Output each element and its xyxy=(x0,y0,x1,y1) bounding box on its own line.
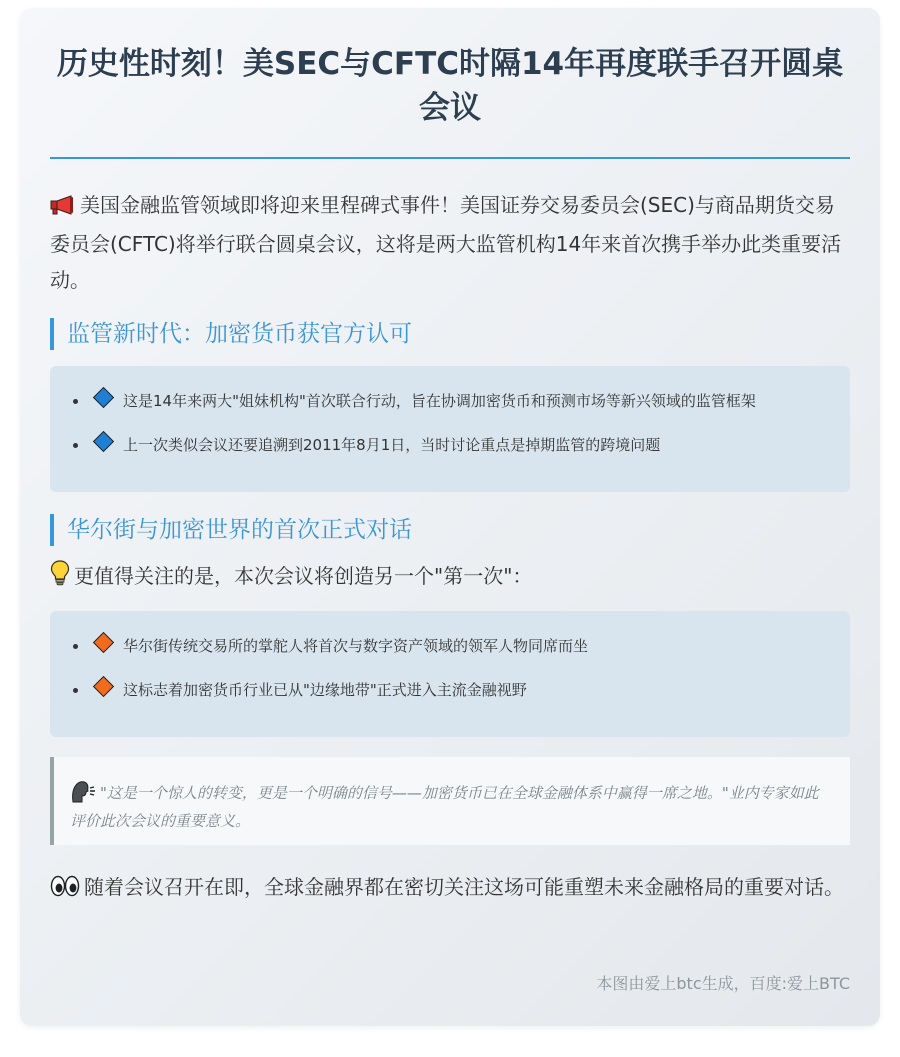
article-content xyxy=(50,8,850,908)
expert-quote xyxy=(50,757,850,845)
megaphone-icon xyxy=(50,190,76,226)
article-title: 历史性时刻！美SEC与CFTC时隔14年再度联手召开圆桌会议 xyxy=(56,46,844,126)
regulation-points-box xyxy=(50,366,850,492)
wallstreet-points-box xyxy=(50,611,850,737)
intro-text: 美国金融监管领域即将迎来里程碑式事件！美国证券交易委员会(SEC)与商品期货交易委员会(CFTC)将举行联合圆桌会议，这将是两大监管机构14年来首次携手举办此类重要活动。 xyxy=(50,193,842,292)
intro-paragraph xyxy=(50,187,850,298)
list-item xyxy=(90,390,850,412)
section-heading-wallstreet: 华尔街与加密世界的首次正式对话 xyxy=(50,514,850,546)
orange-diamond-icon xyxy=(93,676,114,697)
list-item xyxy=(90,434,850,456)
list-item-text: 上一次类似会议还要追溯到2011年8月1日，当时讨论重点是掉期监管的跨境问题 xyxy=(123,436,661,454)
speaking-head-icon xyxy=(70,779,96,810)
section-lead-text: 更值得关注的是，本次会议将创造另一个"第一次"： xyxy=(74,564,533,588)
list-item-text: 这标志着加密货币行业已从"边缘地带"正式进入主流金融视野 xyxy=(123,681,527,699)
list-item-text: 华尔街传统交易所的掌舵人将首次与数字资产领域的领军人物同席而坐 xyxy=(123,637,589,655)
list-item-text: 这是14年来两大"姐妹机构"首次联合行动，旨在协调加密货币和预测市场等新兴领域的监管框架 xyxy=(123,392,756,410)
light-bulb-icon xyxy=(50,560,70,595)
section-heading-regulation: 监管新时代：加密货币获官方认可 xyxy=(50,318,850,350)
quote-text: "这是一个惊人的转变，更是一个明确的信号——加密货币已在全球金融体系中赢得一席之地。"业内专家如此评价此次会议的重要意义。 xyxy=(70,784,819,830)
footer-credit: 本图由爱上btc生成，百度:爱上BTC xyxy=(596,974,850,993)
closing-paragraph xyxy=(50,869,850,908)
list-item xyxy=(90,635,850,657)
blue-diamond-icon xyxy=(93,387,114,408)
section-lead xyxy=(50,560,850,595)
regulation-points-list xyxy=(50,390,850,456)
list-item xyxy=(90,679,850,701)
blue-diamond-icon xyxy=(93,431,114,452)
wallstreet-points-list xyxy=(50,635,850,701)
closing-text: 随着会议召开在即，全球金融界都在密切关注这场可能重塑未来金融格局的重要对话。 xyxy=(84,875,844,899)
article-card xyxy=(20,8,880,1026)
title-divider xyxy=(50,157,850,159)
eyes-icon xyxy=(50,872,80,908)
orange-diamond-icon xyxy=(93,632,114,653)
